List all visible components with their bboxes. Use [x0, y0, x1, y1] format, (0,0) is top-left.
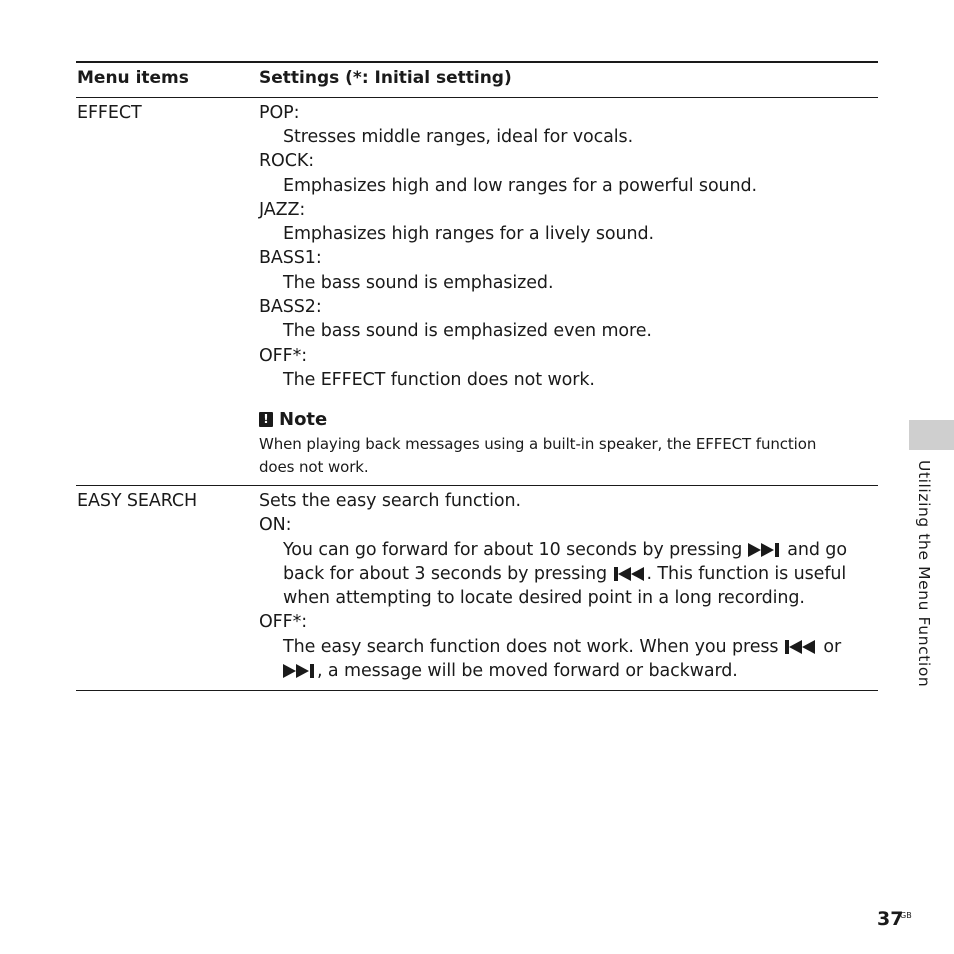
- option-bass2-label: BASS2:: [259, 297, 322, 317]
- note-icon: !: [259, 412, 273, 427]
- easy-search-intro: Sets the easy search function.: [259, 491, 521, 511]
- table-top-rule: [76, 61, 878, 63]
- section-tab-marker: [909, 420, 954, 450]
- option-on-label: ON:: [259, 515, 292, 535]
- option-off-label: OFF*:: [259, 346, 308, 366]
- section-tab-label: Utilizing the Menu Function: [915, 460, 933, 688]
- option-off-desc-line1: The easy search function does not work. When you press or: [283, 637, 842, 657]
- page-number-suffix: GB: [900, 911, 912, 920]
- option-rock-label: ROCK:: [259, 151, 315, 171]
- table-bottom-rule: [76, 690, 878, 691]
- menu-item-effect: EFFECT: [77, 103, 142, 123]
- header-rule: [76, 97, 878, 98]
- option-off-desc-line2: , a message will be moved forward or backward.: [283, 661, 738, 681]
- option-jazz-desc: Emphasizes high ranges for a lively sound.: [283, 224, 654, 244]
- option-on-desc-line1: You can go forward for about 10 seconds by pressing and go: [283, 540, 847, 560]
- option-on-desc-line3: when attempting to locate desired point in a long recording.: [283, 588, 805, 608]
- note-title: Note: [279, 409, 328, 430]
- menu-item-easy-search: EASY SEARCH: [77, 491, 198, 511]
- option-bass2-desc: The bass sound is emphasized even more.: [283, 321, 652, 341]
- header-menu-items: Menu items: [77, 68, 189, 88]
- option-jazz-label: JAZZ:: [259, 200, 306, 220]
- option-bass1-label: BASS1:: [259, 248, 322, 268]
- next-track-icon: [748, 543, 782, 557]
- option-rock-desc: Emphasizes high and low ranges for a powerful sound.: [283, 176, 758, 196]
- row-divider: [76, 485, 878, 486]
- option-off-label-easy: OFF*:: [259, 612, 308, 632]
- option-off-desc: The EFFECT function does not work.: [283, 370, 595, 390]
- header-settings: Settings (*: Initial setting): [259, 68, 512, 88]
- note-heading: [259, 409, 327, 430]
- option-pop-desc: Stresses middle ranges, ideal for vocals.: [283, 127, 634, 147]
- option-on-desc-line2: back for about 3 seconds by pressing . This function is useful: [283, 564, 847, 584]
- option-pop-label: POP:: [259, 103, 300, 123]
- previous-track-icon: [784, 640, 818, 654]
- option-bass1-desc: The bass sound is emphasized.: [283, 273, 554, 293]
- page-number: 37: [877, 908, 904, 930]
- previous-track-icon: [613, 567, 647, 581]
- note-text-line1: When playing back messages using a built-in speaker, the EFFECT function: [259, 435, 817, 453]
- next-track-icon: [283, 664, 317, 678]
- note-text-line2: does not work.: [259, 458, 369, 476]
